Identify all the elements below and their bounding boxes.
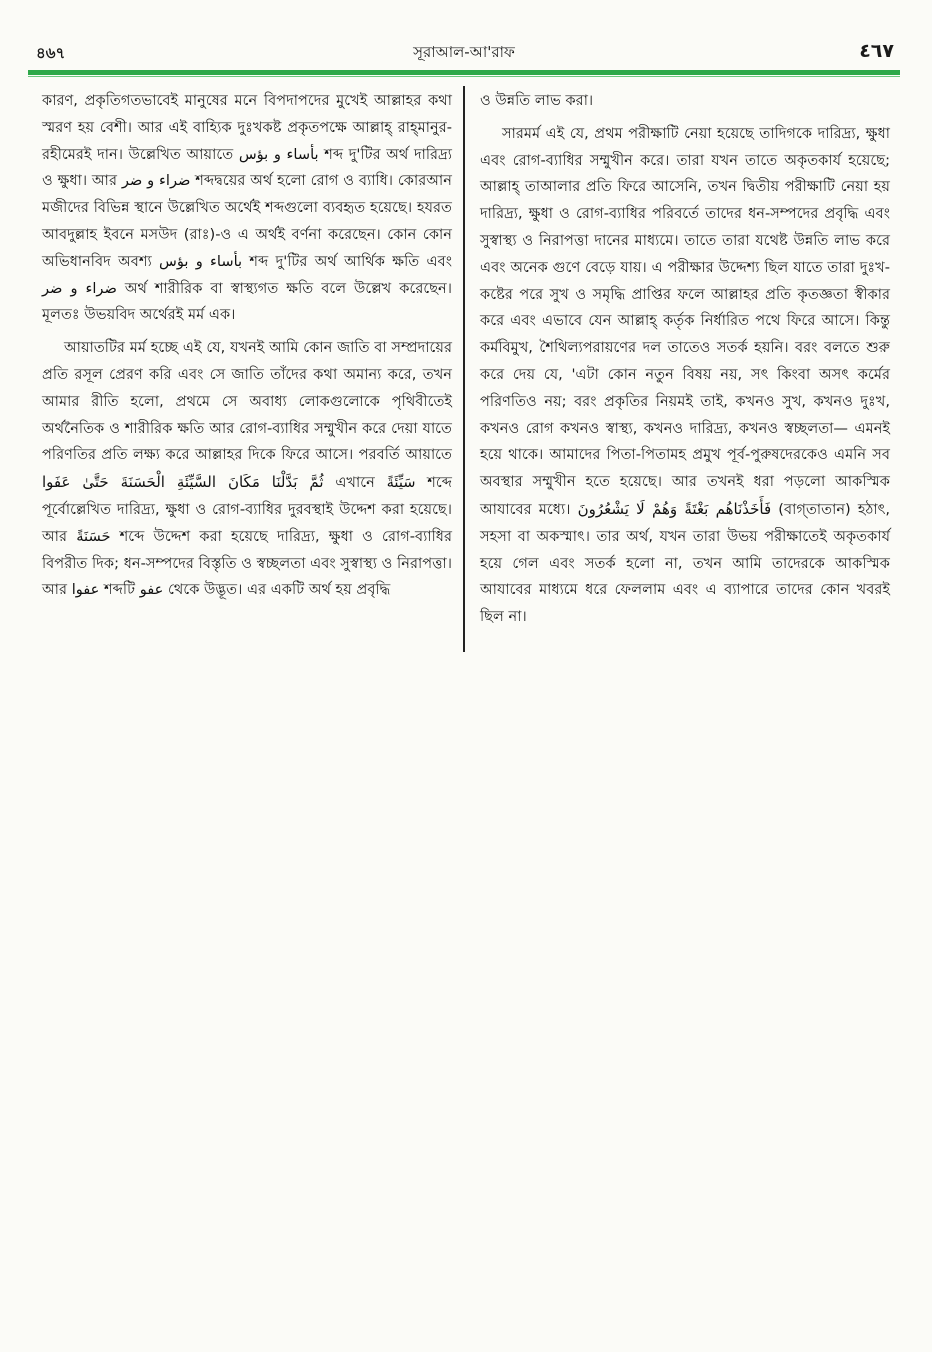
text-run: শব্দে পূর্বোল্লেখিত দারিদ্র্য, ক্ষুধা ও রোগ-ব্যাধির দুরবস্থাই উদ্দেশ করা হয়েছে। আর xyxy=(42,474,453,545)
arabic-verse: فَأَخَذْنَاهُم بَغْتَةً وَهُمْ لَا يَشْعُرُونَ xyxy=(577,499,772,518)
text-run: থেকে উদ্ভূত। এর একটি অর্থ হয় প্রবৃদ্ধি xyxy=(167,581,391,599)
text-run: শব্দ দু'টির অর্থ দারিদ্র্য ও ক্ষুধা। আর xyxy=(42,145,452,190)
text-run: অর্থ শারীরিক বা স্বাস্থ্যগত ক্ষতি বলে উল্লেখ করেছেন। মূলতঃ উভয়বিদ অর্থেরই মর্ম এক। xyxy=(42,279,452,324)
page-number-arabic: ٤٦٧ xyxy=(859,40,894,62)
arabic-term: بأساء و بؤس xyxy=(238,145,319,163)
page-number-bengali: ৪৬৭ xyxy=(36,44,66,62)
header-rule-thin xyxy=(28,76,900,77)
text-run: শব্দ দু'টির অর্থ আর্থিক ক্ষতি এবং xyxy=(249,252,452,270)
arabic-term: حَسَنَةً xyxy=(76,527,111,545)
arabic-term: ضراء و ضر xyxy=(42,279,117,297)
left-paragraph-2 xyxy=(42,335,452,604)
left-paragraph-1 xyxy=(42,88,452,329)
text-run: শব্দে উদ্দেশ করা হয়েছে দারিদ্র্য, ক্ষুধা ও রোগ-ব্যাধির বিপরীত দিক; ধন-সম্পদের বিস্তৃতি ও স্বচ্ছলতা এবং সুস্বাস্থ্য ও নিরাপত্তা। আর xyxy=(42,527,453,599)
right-paragraph-1 xyxy=(480,121,890,631)
text-run: এখানে xyxy=(335,474,375,492)
arabic-term: ضراء و ضر xyxy=(121,172,191,190)
running-title: সূরাআল-আ'রাফ xyxy=(413,43,515,61)
arabic-term: بأساء و بؤس xyxy=(159,252,243,270)
page-header xyxy=(28,38,900,72)
arabic-term: عفوا xyxy=(71,581,100,599)
left-column xyxy=(42,88,452,610)
arabic-term: سَيِّئَةً xyxy=(386,474,416,492)
column-divider xyxy=(463,86,465,652)
arabic-term: عفو xyxy=(139,581,164,599)
text-run: আয়াতটির মর্ম হচ্ছে এই যে, যখনই আমি কোন জাতি বা সম্প্রদায়ের প্রতি রসূল প্রেরণ করি এবং সে জাতি তাঁদের কথা অমান্য করে, তখন আমার রীতি হলো, প্রথমে সে অবাধ্য লোকগুলোকে পৃথিবীতেই অর্থনৈতিক ও শারীরিক ক্ষতি আর রোগ-ব্যাধির সম্মুখীন করে দেয়া যাতে পরিণতির প্রতি লক্ষ্য করে আল্লাহর দিকে ফিরে আসে। পরবর্তি আয়াতে xyxy=(42,339,452,464)
arabic-verse: ثُمَّ بَدَّلْنَا مَكَانَ السَّيِّئَةِ الْحَسَنَةَ حَتَّىٰ عَفَوا xyxy=(42,473,324,492)
header-rule xyxy=(28,70,900,75)
right-column xyxy=(480,88,890,637)
text-run: কারণ, প্রকৃতিগতভাবেই মানুষের মনে বিপদাপদের মুখেই আল্লাহর কথা স্মরণ হয় বেশী। আর এই বাহ্যিক দুঃখকষ্ট প্রকৃতপক্ষে আল্লাহ্ রাহ্‌মানুর-রহীমেরই দান। উল্লেখিত আয়াতে xyxy=(42,92,452,163)
text-run: শব্দটি xyxy=(104,581,136,599)
right-paragraph-0: ও উন্নতি লাভ করা। xyxy=(480,92,594,109)
text-run: শব্দদ্বয়ের অর্থ হলো রোগ ও ব্যাধি। কোরআন মজীদের বিভিন্ন স্থানে উল্লেখিত অর্থেই শব্দগুলো ব্যবহৃত হয়েছে। হযরত আবদুল্লাহ ইবনে মসউদ (রাঃ)-ও এ অর্থই বর্ণনা করেছেন। কোন কোন অভিধানবিদ অবশ্য xyxy=(42,172,453,270)
text-run: সারমর্ম এই যে, প্রথম পরীক্ষাটি নেয়া হয়েছে তাদিগকে দারিদ্র্য, ক্ষুধা এবং রোগ-ব্যাধির সম্মুখীন করে। তারা যখন তাতে অকৃতকার্য হয়েছে; আল্লাহ্ তাআলার প্রতি ফিরে আসেনি, তখন দ্বিতীয় পরীক্ষাটি নেয়া হয় দারিদ্র্য, ক্ষুধা ও রোগ-ব্যাধির পরিবর্তে তাদের ধন-সম্পদের প্রবৃদ্ধি এবং সুস্বাস্থ্য ও নিরাপত্তা দানের মাধ্যমে। তাতে তারা যথেষ্ট উন্নতি লাভ করে এবং অনেক গুণে বেড়ে যায়। এ পরীক্ষার উদ্দেশ্য ছিল যাতে তারা দুঃখ-কষ্টের পরে সুখ ও সমৃদ্ধি প্রাপ্তির ফলে আল্লাহর প্রতি কৃতজ্ঞতা স্বীকার করে এবং এভাবে যেন আল্লাহ্ কর্তৃক নির্ধারিত পথে ফিরে আসে। কিন্তু কর্মবিমুখ, শৈথিল্যপরায়ণের দল তাতেও সতর্ক হয়নি। বরং বলতে শুরু করে দেয় যে, 'এটা কোন নতুন বিষয় নয়, সৎ কিংবা অসৎ কর্মের পরিণতিও নয়; বরং প্রকৃতির নিয়মই তাই, কখনও সুখ, কখনও দুঃখ, কখনও রোগ কখনও স্বাস্থ্য, কখনও দারিদ্র্য, কখনও স্বচ্ছলতা— এমনই হয়ে থাকে। আমাদের পিতা-পিতামহ প্রমুখ পূর্ব-পুরুষদেরকেও এমনি সব অবস্থার সম্মুখীন হতে হয়েছে। আর তখনই ধরা পড়লো আকস্মিক আযাবের মধ্যে। xyxy=(480,124,890,518)
text-run: (বাগ্‌তাতান) হঠাৎ, সহসা বা অকস্মাৎ। তার অর্থ, যখন তারা উভয় পরীক্ষাতেই অকৃতকার্য হয়ে গেল এবং সতর্ক হলো না, তখন আমি তাদেরকে আকস্মিক আযাবের মাধ্যমে ধরে ফেললাম এবং এ ব্যাপারে তাদের কোন খবরই ছিল না। xyxy=(480,500,891,626)
